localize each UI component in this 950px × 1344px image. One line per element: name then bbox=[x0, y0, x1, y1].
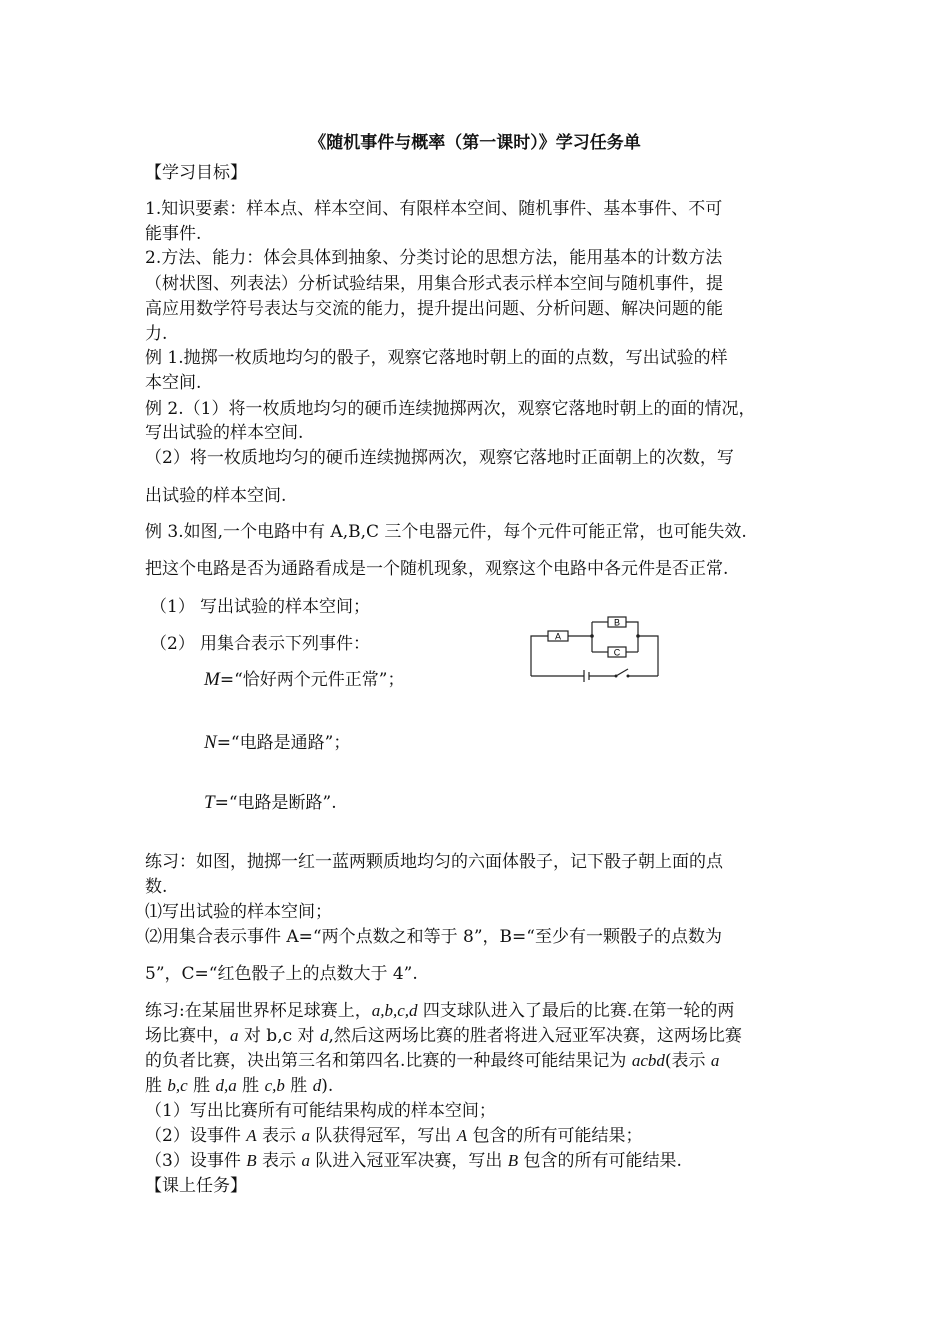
circuit-label-b: B bbox=[613, 617, 621, 628]
event-n-symbol: N bbox=[204, 732, 217, 753]
goal2-line3: 高应用数学符号表达与交流的能力，提升提出问题、分析问题、解决问题的能 bbox=[145, 299, 723, 319]
practice2-line4: 胜 b,c 胜 d,a 胜 c,b 胜 d). bbox=[145, 1076, 334, 1096]
event-t-text: =“电路是断路”. bbox=[214, 793, 337, 813]
practice1-line3: ⑴写出试验的样本空间； bbox=[145, 902, 332, 922]
example2-line2: 写出试验的样本空间. bbox=[145, 423, 304, 443]
practice1-line4: ⑵用集合表示事件 A=“两个点数之和等于 8”，B=“至少有一颗骰子的点数为 bbox=[145, 927, 722, 947]
circuit-diagram bbox=[528, 612, 663, 684]
event-n bbox=[204, 731, 350, 755]
example1-line2: 本空间. bbox=[145, 373, 202, 393]
goal1-line2: 能事件. bbox=[145, 224, 202, 244]
practice1-line1: 练习：如图，抛掷一红一蓝两颗质地均匀的六面体骰子，记下骰子朝上面的点 bbox=[145, 852, 723, 872]
goal2-line4: 力. bbox=[145, 324, 168, 344]
example3-line1: 例 3.如图,一个电路中有 A,B,C 三个电器元件，每个元件可能正常，也可能失效. bbox=[145, 522, 747, 542]
practice2-q1: （1）写出比赛所有可能结果构成的样本空间； bbox=[145, 1101, 496, 1121]
practice2-line1: 练习:在某届世界杯足球赛上，a,b,c,d 四支球队进入了最后的比赛.在第一轮的两 bbox=[145, 1001, 735, 1021]
example2-line4: 出试验的样本空间. bbox=[145, 486, 287, 506]
goal2-line2: （树状图、列表法）分析试验结果，用集合形式表示样本空间与随机事件，提 bbox=[145, 274, 723, 294]
section-heading-goals: 【学习目标】 bbox=[145, 163, 247, 183]
section-heading-tasks: 【课上任务】 bbox=[145, 1176, 247, 1196]
page-title: 《随机事件与概率（第一课时）》学习任务单 bbox=[309, 133, 641, 153]
example3-q2-text: 用集合表示下列事件： bbox=[200, 634, 370, 654]
example3-line2: 把这个电路是否为通路看成是一个随机现象，观察这个电路中各元件是否正常. bbox=[145, 559, 729, 579]
example1-line1: 例 1.抛掷一枚质地均匀的骰子，观察它落地时朝上的面的点数，写出试验的样 bbox=[145, 348, 728, 368]
event-m-symbol: M bbox=[204, 669, 220, 690]
example3-q2-number: （2） bbox=[150, 634, 195, 654]
example2-line1: 例 2.（1）将一枚质地均匀的硬币连续抛掷两次，观察它落地时朝上的面的情况， bbox=[145, 399, 756, 419]
practice1-line5: 5”，C=“红色骰子上的点数大于 4”. bbox=[145, 964, 418, 984]
practice2-q3: （3）设事件 B 表示 a 队进入冠亚军决赛，写出 B 包含的所有可能结果. bbox=[145, 1151, 682, 1171]
practice2-line2: 场比赛中，a 对 b,c 对 d,然后这两场比赛的胜者将进入冠亚军决赛，这两场比赛 bbox=[145, 1026, 742, 1046]
circuit-label-a: A bbox=[554, 631, 562, 642]
event-n-text: =“电路是通路”； bbox=[216, 733, 351, 753]
event-m bbox=[204, 668, 404, 692]
circuit-label-c: C bbox=[613, 647, 621, 658]
example3-q1-text: 写出试验的样本空间； bbox=[200, 597, 370, 617]
example2-line3: （2）将一枚质地均匀的硬币连续抛掷两次，观察它落地时正面朝上的次数，写 bbox=[145, 448, 734, 468]
practice2-line3: 的负者比赛，决出第三名和第四名.比赛的一种最终可能结果记为 acbd(表示 a bbox=[145, 1051, 720, 1071]
practice2-q2: （2）设事件 A 表示 a 队获得冠军，写出 A 包含的所有可能结果； bbox=[145, 1126, 643, 1146]
example3-q1-number: （1） bbox=[150, 597, 195, 617]
event-t bbox=[204, 791, 337, 815]
goal1-line1: 1.知识要素：样本点、样本空间、有限样本空间、随机事件、基本事件、不可 bbox=[145, 199, 723, 219]
event-m-text: =“恰好两个元件正常”； bbox=[219, 670, 405, 690]
circuit-switch bbox=[616, 669, 628, 676]
practice1-line2: 数. bbox=[145, 877, 168, 897]
goal2-line1: 2.方法、能力：体会具体到抽象、分类讨论的思想方法，能用基本的计数方法 bbox=[145, 248, 723, 268]
event-t-symbol: T bbox=[204, 792, 215, 813]
